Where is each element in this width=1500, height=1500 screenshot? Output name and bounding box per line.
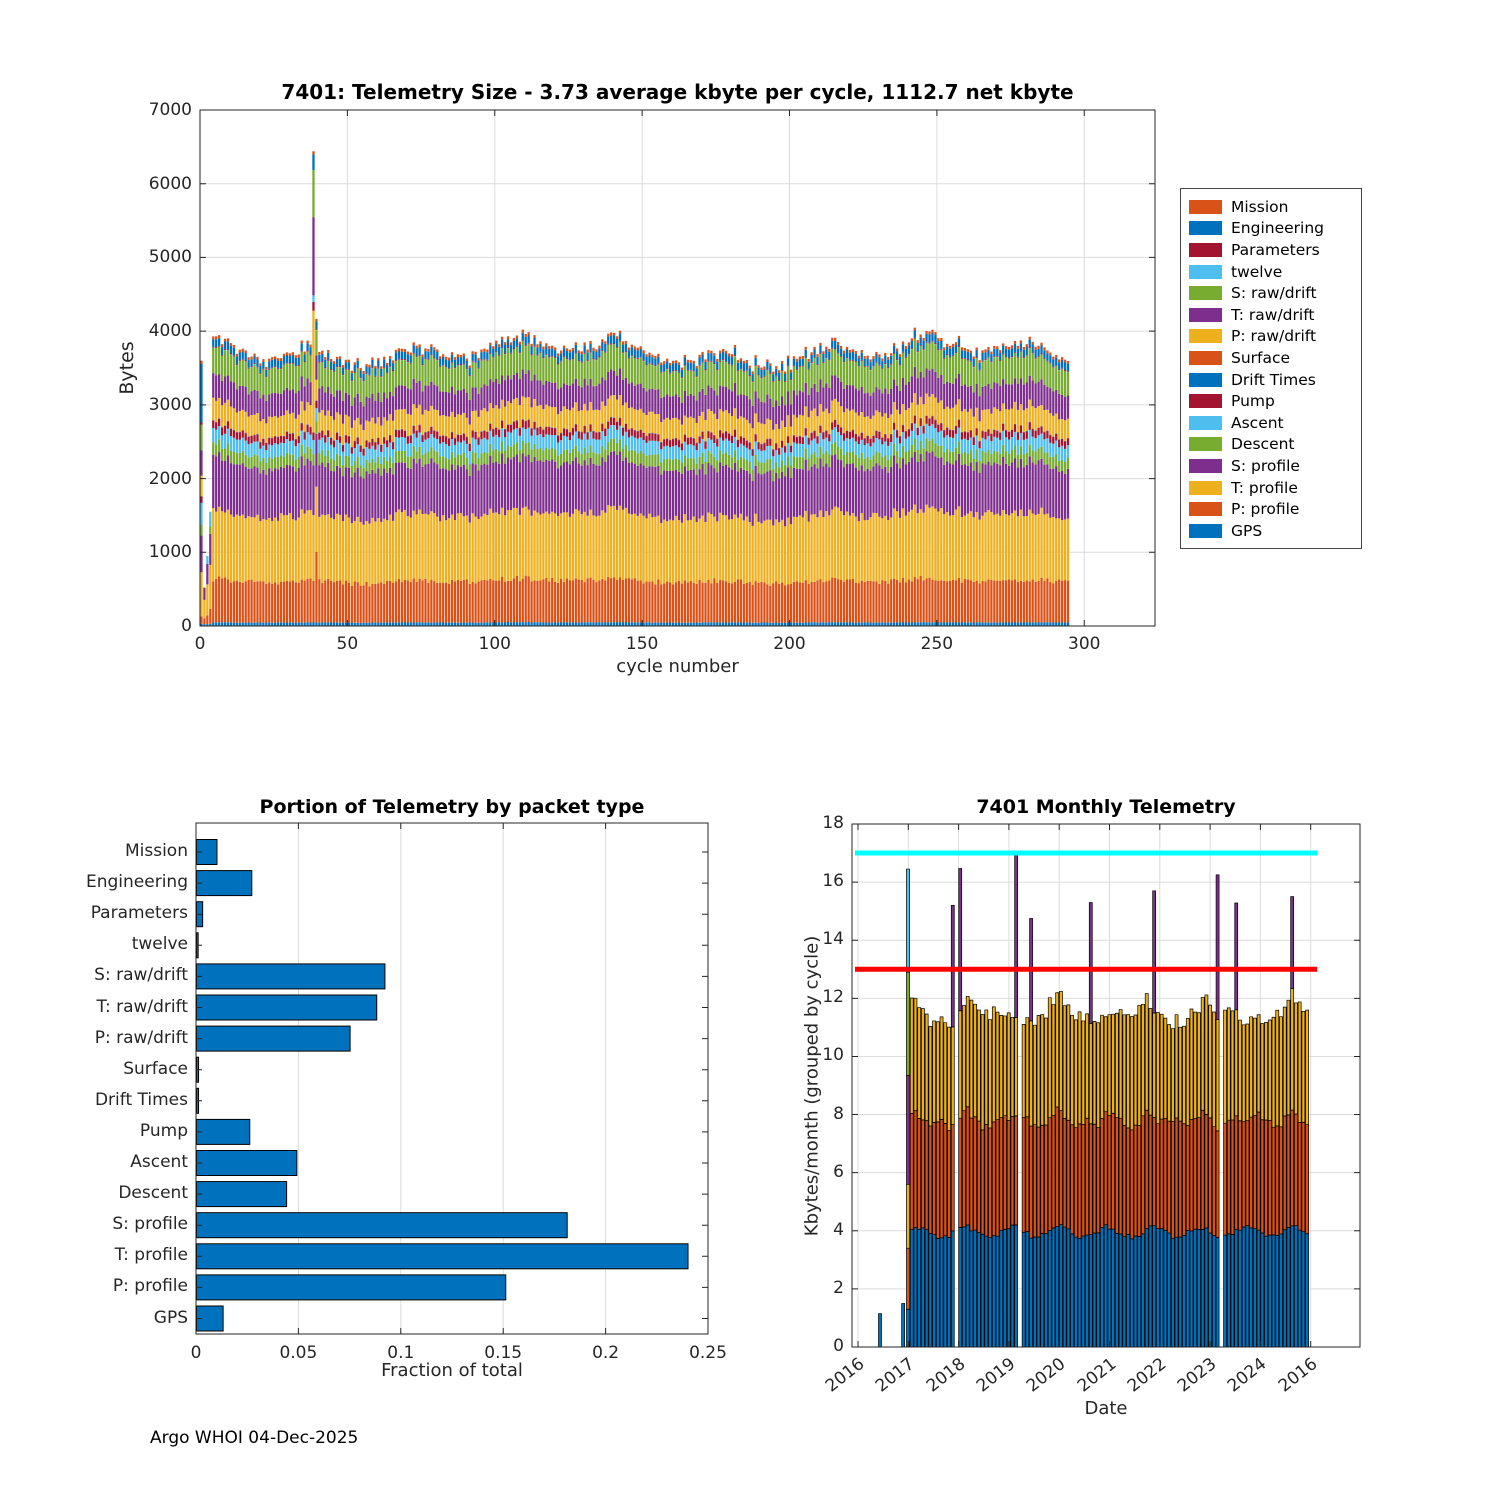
chart2-x-tick-label: 0.25: [689, 1343, 727, 1363]
portion-bar-t-raw-drift: [197, 995, 377, 1020]
monthly-layer-lightblue: [907, 869, 910, 972]
legend-swatch: [1189, 416, 1222, 430]
legend-swatch: [1189, 329, 1222, 343]
chart2-title: Portion of Telemetry by packet type: [259, 796, 645, 818]
chart1-y-tick-label: 4000: [148, 321, 192, 342]
legend-swatch: [1189, 221, 1222, 235]
legend-swatch: [1189, 394, 1222, 408]
chart1-y-tick-label: 0: [181, 616, 192, 636]
legend-swatch: [1189, 524, 1222, 538]
chart2-category-label: T: raw/drift: [96, 996, 188, 1017]
legend-label: Engineering: [1231, 219, 1324, 238]
chart2-category-label: Ascent: [130, 1152, 188, 1172]
chart2-category-label: Mission: [124, 841, 188, 861]
legend-entry: [1189, 261, 1355, 283]
chart2-category-label: P: profile: [112, 1276, 188, 1297]
chart2-category-label: T: profile: [114, 1245, 188, 1266]
chart2-xlabel: Fraction of total: [381, 1360, 523, 1381]
chart1-y-tick-label: 1000: [148, 542, 192, 563]
legend-label: Surface: [1231, 348, 1291, 367]
legend-entry: [1189, 412, 1355, 434]
legend-label: Drift Times: [1231, 370, 1316, 389]
chart3-y-tick-label: 8: [833, 1103, 844, 1124]
series-bars-gps: [200, 622, 1069, 626]
chart1-y-tick-label: 3000: [148, 394, 192, 415]
portion-bar-descent: [197, 1182, 287, 1207]
chart2-x-tick-label: 0.15: [484, 1343, 523, 1363]
legend-swatch: [1189, 286, 1222, 300]
portion-bar-engineering: [197, 871, 252, 896]
chart3-x-tick-label: 2018: [922, 1354, 969, 1397]
legend-label: T: profile: [1231, 478, 1298, 497]
chart3-y-tick-label: 10: [822, 1045, 844, 1066]
chart1-x-tick-label: 100: [478, 634, 511, 654]
chart2-x-tick-label: 0.05: [279, 1343, 318, 1363]
chart3-y-tick-label: 4: [833, 1219, 844, 1240]
legend-entry: [1189, 455, 1355, 477]
legend-box: [1180, 188, 1362, 549]
legend-entry: [1189, 196, 1355, 218]
chart1-x-tick-label: 200: [773, 634, 806, 654]
chart2-category-label: Engineering: [86, 872, 188, 893]
chart1-xlabel: cycle number: [616, 656, 739, 677]
monthly-layer-blue: [879, 1225, 1309, 1347]
legend-swatch: [1189, 243, 1222, 257]
chart1-y-tick-label: 7000: [148, 100, 192, 120]
legend-label: Parameters: [1231, 240, 1320, 259]
chart3-ylabel: Kbytes/month (grouped by cycle): [801, 935, 823, 1237]
chart3-x-tick-label: 2024: [1224, 1354, 1271, 1397]
monthly-layer-green: [907, 972, 910, 1075]
legend-swatch: [1189, 437, 1222, 451]
chart3-x-tick-label: 2017: [872, 1354, 919, 1397]
legend-label: GPS: [1231, 521, 1263, 540]
chart2-category-label: Pump: [139, 1120, 188, 1141]
chart3-x-tick-label: 2020: [1023, 1354, 1070, 1397]
legend-label: P: profile: [1231, 500, 1300, 519]
portion-bar-p-raw-drift: [197, 1026, 351, 1051]
chart3-y-tick-label: 2: [833, 1277, 844, 1298]
portion-bar-s-profile: [197, 1213, 568, 1238]
chart3-y-tick-label: 18: [822, 813, 844, 833]
legend-entry: [1189, 282, 1355, 304]
legend-entry: [1189, 239, 1355, 261]
legend-entry: [1189, 434, 1355, 456]
chart1-x-tick-label: 50: [336, 634, 359, 654]
chart2-category-label: S: raw/drift: [94, 965, 188, 986]
chart2-category-label: Drift Times: [94, 1089, 188, 1110]
legend-entry: [1189, 304, 1355, 326]
chart2-category-label: GPS: [153, 1307, 188, 1328]
chart1-x-tick-label: 150: [625, 634, 659, 654]
legend-entry: [1189, 347, 1355, 369]
legend-entry: [1189, 390, 1355, 412]
chart3-x-tick-label: 2021: [1073, 1354, 1120, 1397]
chart3-x-tick-label: 2019: [972, 1354, 1020, 1397]
portion-bar-pump: [197, 1119, 250, 1144]
chart1-y-tick-label: 2000: [148, 468, 192, 489]
chart2-category-label: twelve: [131, 934, 188, 955]
chart3-y-tick-label: 16: [822, 871, 844, 892]
portion-bar-s-raw-drift: [197, 964, 385, 989]
chart3-x-tick-label: 2022: [1123, 1354, 1171, 1397]
chart1-ylabel: Bytes: [116, 341, 138, 395]
chart3-y-tick-label: 0: [833, 1336, 844, 1356]
chart2-x-tick-label: 0.1: [387, 1343, 415, 1363]
chart1-x-tick-label: 250: [920, 634, 954, 654]
legend-entry: [1189, 326, 1355, 348]
chart3-x-tick-label: 2023: [1174, 1354, 1221, 1397]
footer-text: Argo WHOI 04-Dec-2025: [150, 1428, 359, 1448]
chart3-x-tick-label: 2016: [821, 1354, 869, 1397]
chart1-x-tick-label: 0: [194, 634, 206, 654]
chart1-x-tick-label: 300: [1068, 634, 1101, 654]
chart1-y-tick-label: 6000: [148, 173, 192, 194]
chart3-y-tick-label: 6: [833, 1161, 844, 1182]
chart3-x-tick-label: 2016: [1274, 1354, 1322, 1397]
legend-swatch: [1189, 481, 1222, 495]
chart2-x-tick-label: 0: [190, 1343, 202, 1363]
legend-swatch: [1189, 459, 1222, 473]
legend-label: Ascent: [1231, 413, 1284, 432]
legend-label: S: profile: [1231, 456, 1300, 475]
chart2-category-label: Parameters: [90, 903, 188, 924]
legend-label: P: raw/drift: [1231, 327, 1317, 346]
chart2-category-label: Surface: [123, 1058, 188, 1079]
legend-entry: [1189, 369, 1355, 391]
legend-swatch: [1189, 351, 1222, 365]
legend-label: Descent: [1231, 435, 1295, 454]
legend-label: Pump: [1231, 392, 1275, 411]
chart2-category-label: S: profile: [112, 1214, 188, 1235]
legend-entry: [1189, 477, 1355, 499]
legend-entry: [1189, 498, 1355, 520]
chart1-y-tick-label: 5000: [148, 247, 192, 268]
portion-bar-t-profile: [197, 1244, 689, 1269]
chart3-y-tick-label: 12: [822, 987, 844, 1008]
chart3-title: 7401 Monthly Telemetry: [976, 796, 1236, 818]
legend-swatch: [1189, 502, 1222, 516]
chart3-xlabel: Date: [1084, 1398, 1128, 1419]
legend-label: twelve: [1231, 262, 1283, 281]
legend-entry: [1189, 520, 1355, 542]
legend-swatch: [1189, 200, 1222, 214]
legend-swatch: [1189, 373, 1222, 387]
chart3-y-tick-label: 14: [822, 929, 844, 950]
legend-label: Mission: [1231, 197, 1289, 216]
chart2-x-tick-label: 0.2: [592, 1343, 620, 1363]
legend-swatch: [1189, 265, 1222, 279]
legend-label: T: raw/drift: [1231, 305, 1315, 324]
legend-swatch: [1189, 308, 1222, 322]
chart2-category-label: Descent: [118, 1183, 188, 1204]
legend-label: S: raw/drift: [1231, 284, 1317, 303]
chart2-category-label: P: raw/drift: [94, 1027, 188, 1048]
series-bars-mission: [200, 151, 1069, 374]
portion-bar-ascent: [197, 1151, 297, 1176]
portion-bar-p-profile: [197, 1275, 506, 1300]
chart1-title: 7401: Telemetry Size - 3.73 average kbyte per cycle, 1112.7 net kbyte: [281, 80, 1074, 104]
legend-entry: [1189, 218, 1355, 240]
